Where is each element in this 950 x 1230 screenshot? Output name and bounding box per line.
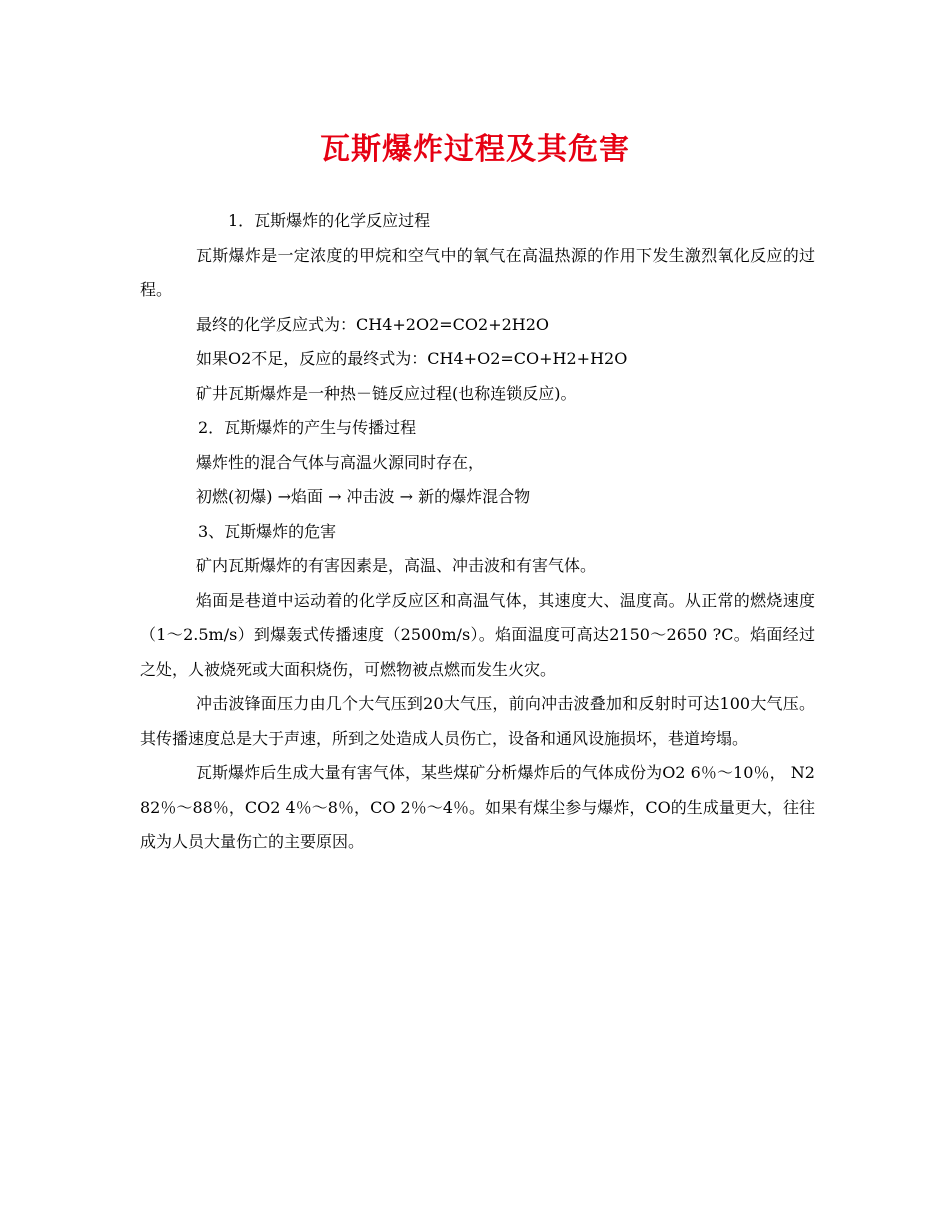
paragraph-flame-front: 焰面是巷道中运动着的化学反应区和高温气体，其速度大、温度高。从正常的燃烧速度（1～2.5m/s）到爆轰式传播速度（2500m/s）。焰面温度可高达2150～2650 ?C。焰面经过之处，人被烧死或大面积烧伤，可燃物被点燃而发生火灾。 bbox=[140, 590, 815, 679]
paragraph-final-equation: 最终的化学反应式为：CH4+2O2=CO2+2H2O bbox=[196, 314, 550, 334]
paragraph-conditions: 爆炸性的混合气体与高温火源同时存在， bbox=[196, 452, 485, 472]
paragraph-insufficient-o2-equation: 如果O2不足，反应的最终式为：CH4+O2=CO+H2+H2O bbox=[196, 349, 628, 368]
paragraph-harmful-gases: 瓦斯爆炸后生成大量有害气体，某些煤矿分析爆炸后的气体成份为O2 6％～10％， N2 82％～88％，CO2 4％～8％，CO 2％～4％。如果有煤尘参与爆炸，CO的生成量更大，往往成为人员大量伤亡的主要原因。 bbox=[140, 763, 815, 851]
document-title: 瓦斯爆炸过程及其危害 bbox=[320, 132, 630, 167]
paragraph-harmful-factors: 矿内瓦斯爆炸的有害因素是，高温、冲击波和有害气体。 bbox=[196, 556, 597, 575]
section-heading-3: 3、瓦斯爆炸的危害 bbox=[198, 521, 337, 541]
section-heading-2: 2．瓦斯爆炸的产生与传播过程 bbox=[198, 418, 417, 437]
section-heading-1: 1．瓦斯爆炸的化学反应过程 bbox=[228, 211, 431, 230]
paragraph-definition: 瓦斯爆炸是一定浓度的甲烷和空气中的氧气在高温热源的作用下发生激烈氧化反应的过程。 bbox=[140, 245, 815, 299]
document-body bbox=[140, 204, 815, 860]
paragraph-chain-reaction: 矿井瓦斯爆炸是一种热－链反应过程(也称连锁反应)。 bbox=[196, 383, 577, 403]
paragraph-propagation-chain: 初燃(初爆) →焰面 → 冲击波 → 新的爆炸混合物 bbox=[196, 487, 531, 506]
paragraph-shock-wave: 冲击波锋面压力由几个大气压到20大气压，前向冲击波叠加和反射时可达100大气压。其传播速度总是大于声速，所到之处造成人员伤亡，设备和通风设施损坏，巷道垮塌。 bbox=[140, 694, 815, 748]
